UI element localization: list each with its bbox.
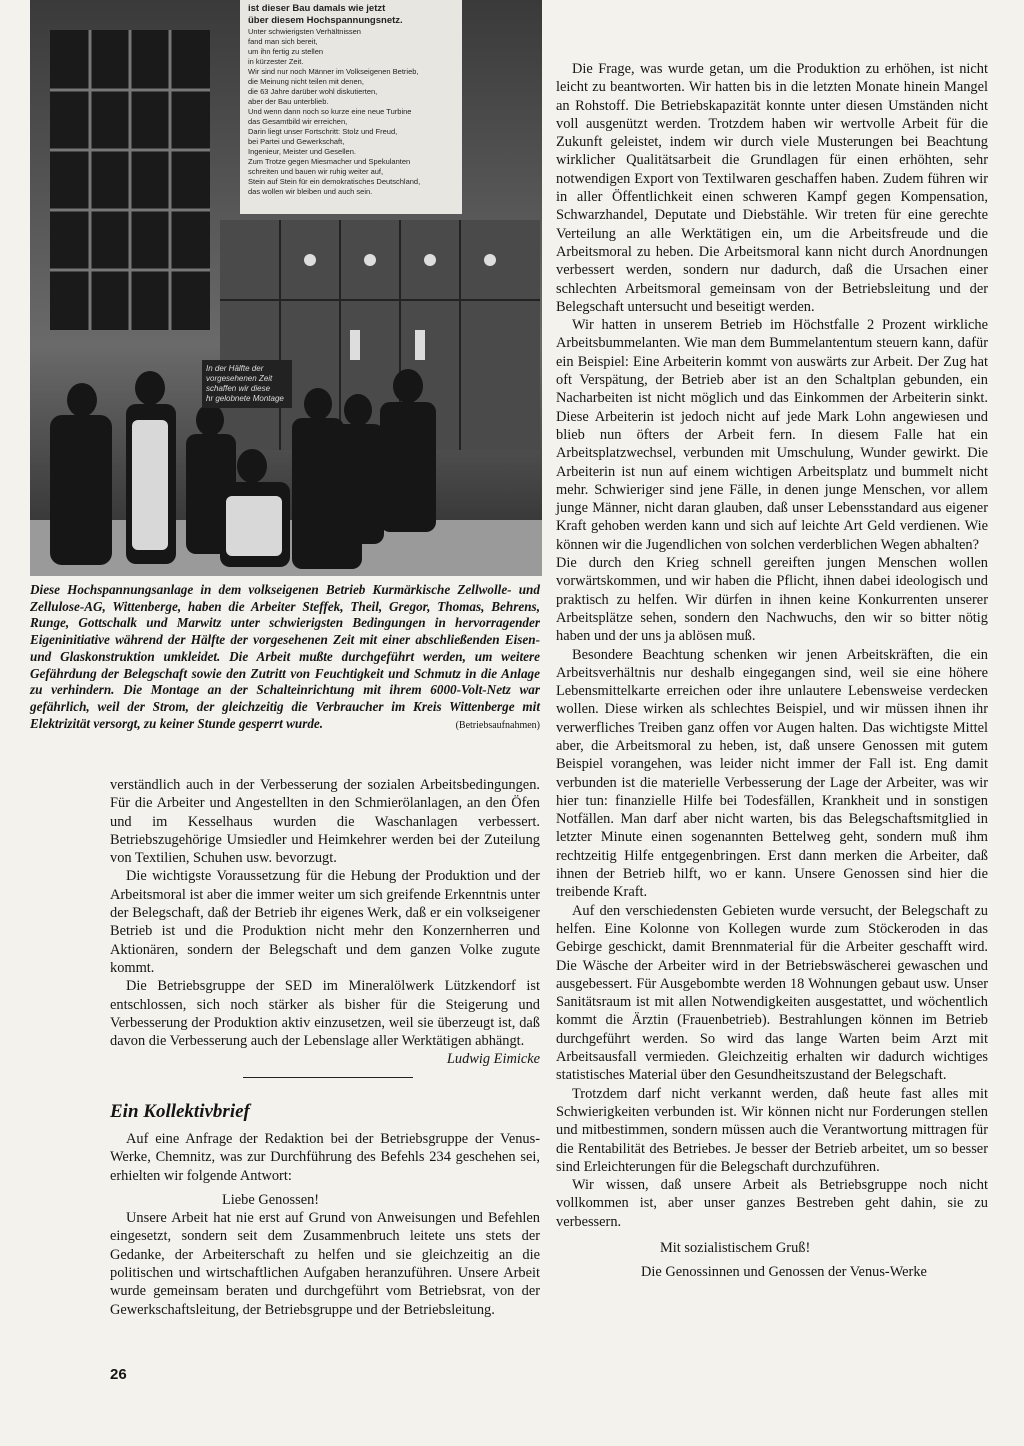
- section-heading: Ein Kollektivbrief: [110, 1101, 250, 1122]
- letter-signatories: Die Genossinnen und Genossen der Venus-Werke: [641, 1264, 927, 1281]
- notice-line: das wollen wir bleiben und auch sein.: [248, 187, 373, 196]
- notice-heading-line: über diesem Hochspannungsnetz.: [248, 15, 403, 26]
- notice-line: Und wenn dann noch so kurze eine neue Turbine: [248, 107, 412, 116]
- notice-line: Darin liegt unser Fortschritt: Stolz und Freud,: [248, 127, 398, 136]
- section-divider: [243, 1077, 413, 1078]
- caption-text: Diese Hochspannungsanlage in dem volkseigenen Betrieb Kurmärkische Zellwolle- und Zellulose-AG, Wittenberge, haben die Arbeiter Steffek, Theil, Gregor, Thomas, Behrens, Runge, Gottschalk und Marwitz unter schwierigsten Bedingungen in hervorragender Eigeninitiative während der Hälfte der vorgesehenen Zeit mit einer abschließenden Eisen- und Glaskonstruktion umkleidet. Die Arbeit mußte durchgeführt werden, um weitere Gefährdung der Belegschaft sowie den Zutritt von Feuchtigkeit und Schmutz in die Anlage zu verhindern. Die Montage an der Schalteinrichtung mit ihrem 6000-Volt-Netz war gefährlich, weil der Strom, der gleichzeitig die Verbraucher im Kreis Wittenberge mit Elektrizität versorgt, zu keiner Stunde gesperrt wurde.: [30, 582, 540, 731]
- notice-line: Ingenieur, Meister und Gesellen.: [248, 147, 356, 156]
- notice-line: schreiten und bauen wir ruhig weiter auf,: [248, 167, 384, 176]
- article-paragraph: verständlich auch in der Verbesserung der sozialen Arbeitsbedingungen. Für die Arbeiter und Angestellten in den Schmierölanlagen, an den Öfen und im Kesselhaus wurden die Waschanlagen verbessert. Betriebszugehörige Umsiedler und Heimkehrer werden bei der Zuteilung von Textilien, Schuhen usw. bevorzugt.: [110, 777, 540, 867]
- letter-paragraph: Wir wissen, daß unsere Arbeit als Betriebsgruppe noch nicht vollkommen ist, aber unser ganzes Bestreben geht dahin, sie zu verbessern.: [556, 1177, 988, 1230]
- notice-line: fand man sich bereit,: [248, 37, 318, 46]
- left-column-text: [110, 776, 540, 1069]
- wall-sign: [202, 360, 292, 408]
- letter-closing: Mit sozialistischem Gruß!: [660, 1240, 811, 1256]
- page-number: 26: [110, 1366, 127, 1383]
- notice-line: Zum Trotze gegen Miesmacher und Spekulanten: [248, 157, 411, 166]
- letter-salutation: Liebe Genossen!: [222, 1191, 320, 1208]
- sign-line: In der Hälfte der: [206, 364, 264, 373]
- letter-intro: Auf eine Anfrage der Redaktion bei der Betriebsgruppe der Venus-Werke, Chemnitz, was zur Durchführung des Befehls 234 geschehen sei, erhielten wir folgende Antwort:: [110, 1131, 540, 1184]
- notice-line: die Meinung nicht teilen mit denen,: [248, 77, 364, 86]
- notice-line: aber der Bau unterblieb.: [248, 97, 329, 106]
- article-paragraph: Die Betriebsgruppe der SED im Mineralölwerk Lützkendorf ist entschlossen, sich noch stärker als bisher für die Steigerung und Verbesserung der Produktion aktiv einzusetzen, weil sie überzeugt ist, daß davon die Verbesserung auch der Lebenslage aller Werktätigen abhängt.: [110, 978, 540, 1050]
- notice-heading-line: ist dieser Bau damals wie jetzt: [248, 3, 386, 14]
- letter-paragraph: Die durch den Krieg schnell gereiften jungen Menschen wollen vorwärtskommen, und wir haben die Pflicht, ihnen dabei ideologisch und praktisch zu helfen. Wir dürfen in ihnen keine Konkurrenten unserer Arbeitsplätze sehen, sondern den Nachwuchs, den wir so bitter nötig haben und der uns ja ablösen muß.: [556, 555, 988, 645]
- notice-line: Stein auf Stein für ein demokratisches Deutschland,: [248, 177, 421, 186]
- sign-line: hr gelobnete Montage: [206, 394, 284, 403]
- notice-line: Wir sind nur noch Männer im Volkseigenen Betrieb,: [248, 67, 419, 76]
- letter-paragraph: Auf den verschiedensten Gebieten wurde versucht, der Belegschaft zu helfen. Eine Kolonne von Kollegen wurde zum Stöckeroden in das Gebirge geschickt, damit Brennmaterial für die Arbeiter geschafft wird. Die Wäsche der Arbeiter wird in der Betriebswäscherei gewaschen und ausgebessert. Für Ausgebombte werden 18 Wohnungen gebaut usw. Unser Sanitätsraum ist mit allen Notwendigkeiten ausgestattet, und wöchentlich kommt die Ärztin (Frauenbetrieb). Bestrahlungen können im Betrieb durchgeführt werden. So wird das lange Warten beim Arzt mit Arbeitsausfall vermieden. Gleichzeitig erhalten wir dadurch wichtiges statistisches Material über den Gesundheitszustand der Belegschaft.: [556, 902, 988, 1084]
- notice-line: Unter schwierigsten Verhältnissen: [248, 27, 361, 36]
- letter-text: [110, 1130, 540, 1319]
- letter-paragraph: Die Frage, was wurde getan, um die Produktion zu erhöhen, ist nicht leicht zu beantworten. Wir hatten bis in die letzten Monate hinein Mangel an Rohstoff. Die Betriebskapazität konnte unter diesen Umständen nicht voll ausgenützt werden. Trotzdem haben wir wertvolle Arbeit für die Zukunft geleistet, indem wir durch viele Musterungen bei Beachtung wirklicher Qualitätsarbeit die Grundlagen für einen erhöhten, sehr notwendigen Export von Textilwaren geschaffen haben. Zudem führen wir in aller Öffentlichkeit einen schweren Kampf gegen Kompensation, Schwarzhandel, Deputate und Diebstähle. Wir treten für eine gerechte Verteilung an alle Werktätigen ein, um die Arbeitsfreude und die Arbeitsmoral zu heben. Die Arbeitsmoral kann nicht durch Anordnungen verbessert werden, sondern nur dadurch, daß die Ursachen einer schlechten Arbeitsmoral gemeinsam von der Betriebsleitung und der Belegschaft untersucht und beseitigt werden.: [556, 61, 988, 315]
- photo-credit: (Betriebsaufnahmen): [455, 719, 540, 731]
- letter-paragraph: Trotzdem darf nicht verkannt werden, daß heute fast alles mit Schwierigkeiten verbunden ist. Wir können nicht nur Forderungen stellen und mitbestimmen, sondern müssen auch die Verantwortung mittragen für die Rentabilität des Betriebes. Je besser der Betrieb arbeitet, um so besser sind Erleichterungen für die Belegschaft durchzuführen.: [556, 1085, 988, 1175]
- letter-paragraph: Wir hatten in unserem Betrieb im Höchstfalle 2 Prozent wirkliche Arbeitsbummelanten. Wie man dem Bummelantentum steuern kann, dafür ein Beispiel: Eine Arbeiterin kommt von auswärts zur Arbeit. Der Zug hat oft Verspätung, der Betrieb aber ist an den Schaltplan gebunden, ein Nacharbeiten ist nicht möglich und das Einkommen der Arbeiterin sinkt. Diese Arbeiterin ist jedoch nicht auf jede Mark Lohn angewiesen und blieb nun öfters der Arbeit fern. In diesem Falle hat ein Arbeitsplatzwechsel, verbunden mit Umschulung, Wunder gewirkt. Die Arbeiterin ist nun auf einem wichtigen Arbeitsplatz und bummelt nicht mehr. Schwieriger sind jene Fälle, in denen junge Menschen, vor allem junge Männer, nicht daran glauben, daß unser Lebensstandard aus eigener Kraft gehoben werden kann und sich auf leichte Art Geld verdienen. Wie können wir die Jugendlichen von solchen verderblichen Wegen abhalten?: [556, 317, 988, 553]
- sign-line: schaffen wir diese: [206, 384, 271, 393]
- right-column-text: [556, 60, 988, 1282]
- notice-line: um ihn fertig zu stellen: [248, 47, 324, 56]
- sign-line: vorgesehenen Zeit: [206, 374, 273, 383]
- notice-line: das Gesamtbild wir erreichen,: [248, 117, 348, 126]
- article-paragraph: Die wichtigste Voraussetzung für die Hebung der Produktion und der Arbeitsmoral ist aber die immer weiter um sich greifende Erkenntnis unter der Belegschaft, daß der Betrieb ihr eigenes Werk, daß er ein volkseigener Betrieb ist und die Produktion nicht mehr den Konzernherren und Aktionären, sondern der Belegschaft und dem ganzen Volke zugute kommt.: [110, 868, 540, 976]
- letter-paragraph: Unsere Arbeit hat nie erst auf Grund von Anweisungen und Befehlen eingesetzt, sondern seit dem Zusammenbruch leitete uns stets der Gedanke, der Arbeiterschaft zu helfen und sie gleichzeitig an die politischen und wirtschaftlichen Aufgaben heranzuführen. Unsere Arbeit wurde gemeinsam beraten und durchgeführt vom Betriebsrat, von der Gewerkschaftsleitung, der Betriebsgruppe und der Betriebsleitung.: [110, 1210, 540, 1318]
- notice-board: [240, 0, 462, 214]
- photo-caption: [30, 582, 540, 734]
- letter-paragraph: Besondere Beachtung schenken wir jenen Arbeitskräften, die ein Arbeitsverhältnis nur deshalb eingegangen sind, weil sie eine höhere Lebensmittelkarte erreichen oder ihre unlautere Lebensweise verdecken wollen. Diese wirken als schlechtes Beispiel, und wir müssen ihnen ihr verwerfliches Treiben ganz offen vor Augen halten. Das wichtigste Mittel aber, die Arbeitsmoral zu heben, ist, daß unsere Genossen mit gutem Beispiel vorangehen, was leider nicht immer der Fall ist. Eng damit verbunden ist die materielle Verbesserung der Lage der Arbeiter, was wir hier tun: finanzielle Hilfe bei Todesfällen, Krankheit und in sonstigen Notfällen. Man darf aber nicht warten, bis das Belegschaftsmitglied in letzter Minute einen sogenannten Bettelweg geht, sondern muß ihm rechtzeitig Hilfe entgegenbringen. Erst dann merken die Arbeiter, daß ihnen der Betrieb hilft, wo er kann. Unsere Genossen sind hier die treibende Kraft.: [556, 646, 988, 901]
- notice-line: die 63 Jahre darüber wohl diskutierten,: [248, 87, 378, 96]
- notice-line: in kürzester Zeit.: [248, 57, 304, 66]
- author-signature: Ludwig Eimicke: [446, 1051, 540, 1068]
- photograph-high-voltage-plant: [30, 0, 542, 576]
- notice-line: bei Partei und Gewerkschaft,: [248, 137, 345, 146]
